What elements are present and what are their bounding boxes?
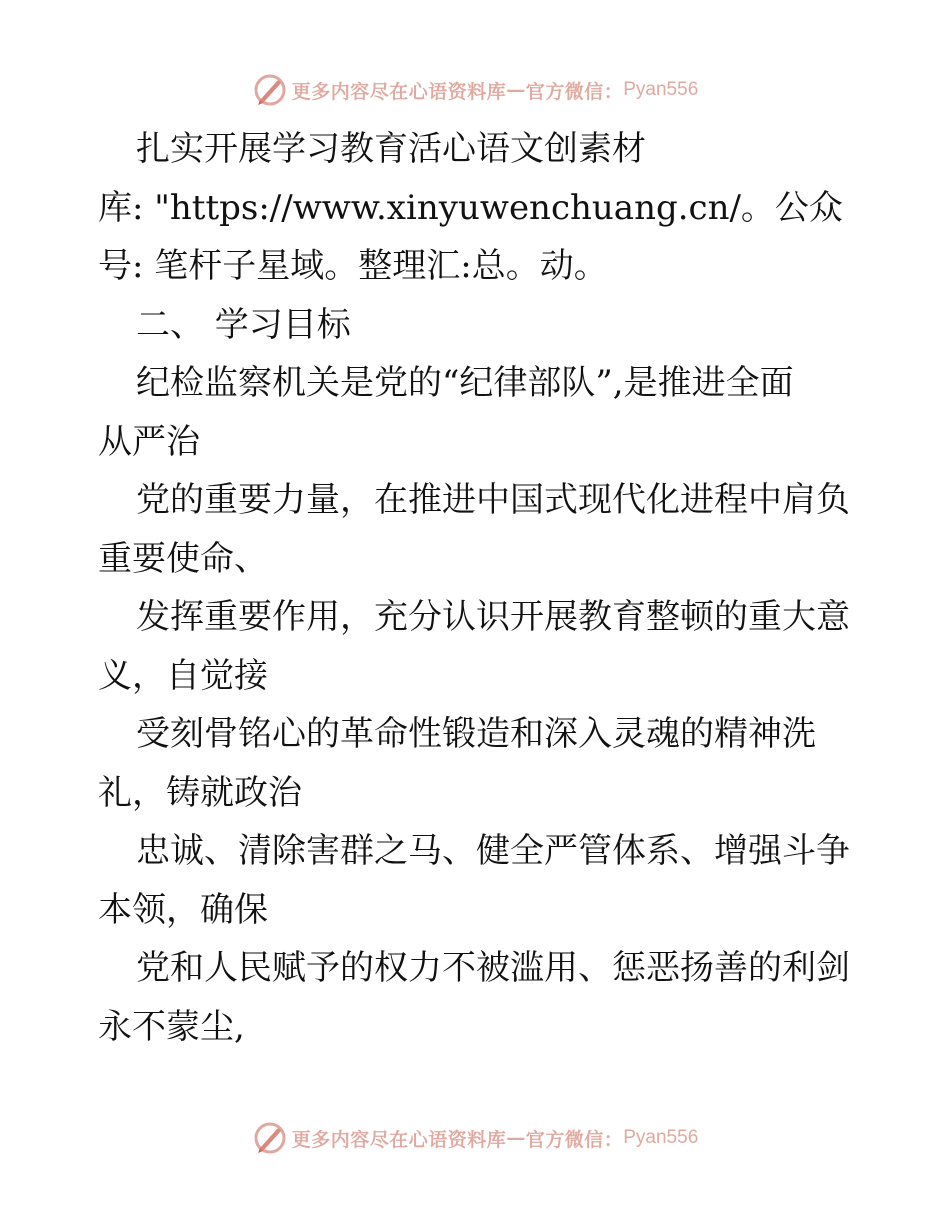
watermark-dash: — [506, 1127, 526, 1149]
text-line: 库: "https://www.xinyuwenchuang.cn/。公众 [98, 187, 843, 228]
text-line: 纪检监察机关是党的“纪律部队”,是推进全面 [136, 363, 794, 403]
text-line: 从严治 [98, 421, 200, 462]
watermark-brand-text: 更多内容尽在心语资料库 [291, 80, 507, 103]
text-line: 党和人民赋予的权力不被滥用、惩恶扬善的利剑 [136, 948, 850, 988]
watermark-wechat-label: 官方微信： [525, 1128, 624, 1151]
text-line: 号: 笔杆子星域。整理汇:总。动。 [98, 246, 608, 286]
footer-watermark-banner [0, 1118, 950, 1158]
text-line: 永不蒙尘, [98, 1006, 245, 1047]
text-line: 义，自觉接 [98, 655, 268, 696]
pen-logo-icon [252, 72, 288, 108]
text-line: 重要使命、 [98, 538, 268, 579]
watermark-dash: — [506, 79, 526, 101]
text-line: 礼，铸就政治 [98, 772, 302, 813]
watermark-wechat-id: Pyan556 [623, 79, 699, 100]
header-watermark-banner [0, 70, 950, 110]
watermark-brand-text: 更多内容尽在心语资料库 [291, 1128, 507, 1151]
text-line: 受刻骨铭心的革命性锻造和深入灵魂的精神洗 [136, 714, 816, 754]
watermark-wechat-label: 官方微信： [525, 80, 624, 103]
section-heading: 二、 学习目标 [136, 304, 351, 345]
text-line: 本领，确保 [98, 889, 268, 930]
text-line: 扎实开展学习教育活心语文创素材 [136, 129, 646, 169]
text-line: 忠诚、清除害群之马、健全严管体系、增强斗争 [136, 831, 850, 871]
document-body [98, 120, 858, 1056]
text-line: 发挥重要作用，充分认识开展教育整顿的重大意 [136, 597, 850, 637]
pen-logo-icon [252, 1120, 288, 1156]
text-line: 党的重要力量，在推进中国式现代化进程中肩负 [136, 480, 850, 520]
watermark-wechat-id: Pyan556 [623, 1127, 699, 1148]
